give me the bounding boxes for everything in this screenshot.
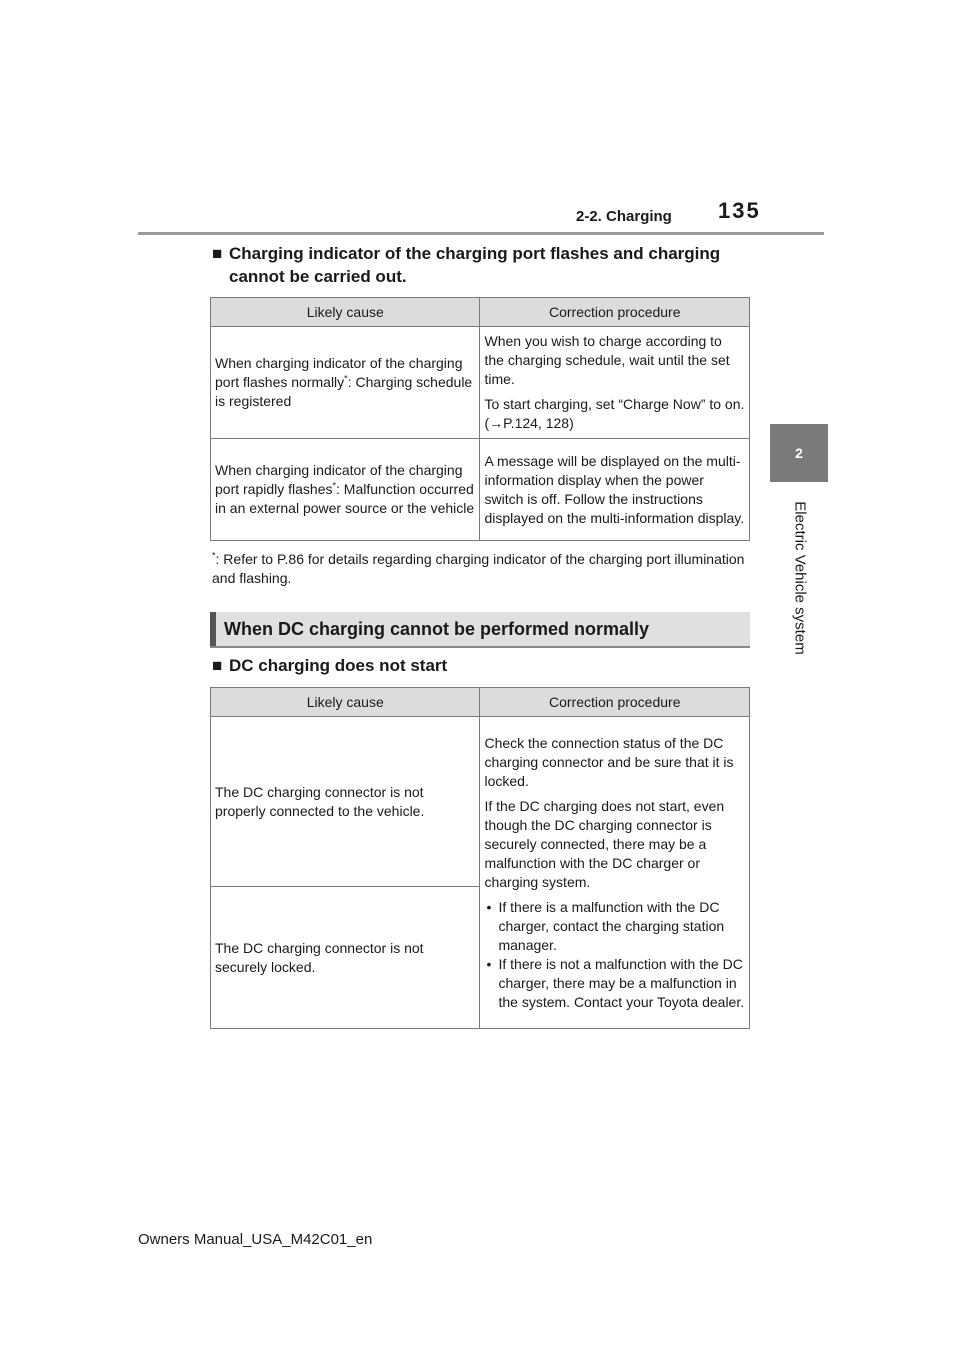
procedure-text: When you wish to charge according to the charging schedule, wait until the set time. [484,333,730,387]
table-row [211,439,750,541]
dc-charging-section-bar [210,612,750,647]
procedure-bullet-list [484,898,745,1012]
charging-indicator-heading-text: Charging indicator of the charging port flashes and charging cannot be carried out. [229,244,721,286]
procedure-text: If the DC charging does not start, even though the DC charging connector is securely connected, there may be a malfunction with the DC charger or charging system. [484,797,725,890]
dc-charging-table [210,687,750,1029]
footnote-mark: * [212,550,216,561]
footnote [212,550,752,588]
column-header: Correction procedure [480,298,750,327]
page-number: 135 [718,198,761,223]
footer-text: Owners Manual_USA_M42C01_en [138,1231,373,1248]
dc-not-start-heading-text: DC charging does not start [229,656,448,675]
chapter-number: 2 [795,445,803,461]
column-header: Likely cause [211,688,480,717]
likely-cause-cell: The DC charging connector is not properly connected to the vehicle. [211,717,480,887]
correction-cell [480,717,750,1029]
header-divider [138,232,824,235]
dc-not-start-heading [212,654,752,677]
column-header: Correction procedure [480,688,750,717]
chapter-tab [770,424,828,482]
likely-cause-cell: The DC charging connector is not securely locked. [211,887,480,1029]
list-item: • If there is a malfunction with the DC charger, contact the charging station manager. [484,898,745,955]
procedure-text: To start charging, set “Charge Now” to on. (→P.124, 128) [484,396,745,431]
cause-text: When charging indicator of the charging port rapidly flashes [215,462,463,497]
section-underline [210,646,750,648]
procedure-text: A message will be displayed on the multi-information display when the power switch is off. Follow the instructions displayed on the multi-information display. [484,452,745,526]
footnote-ref: * [344,373,348,384]
column-header: Likely cause [211,298,480,327]
chapter-label-text: Electric Vehicle system [791,501,809,655]
charging-indicator-heading [212,242,752,288]
charging-indicator-table [210,297,750,541]
square-bullet-icon: ■ [212,244,223,263]
square-bullet-icon: ■ [212,656,223,675]
dc-charging-section-title: When DC charging cannot be performed normally [224,619,650,639]
procedure-text: Check the connection status of the DC charging connector and be sure that it is locked. [484,734,734,789]
table-row [211,717,750,887]
footnote-ref: * [332,480,337,491]
table-header-row [211,298,750,327]
likely-cause-cell [211,439,480,541]
cause-text: When charging indicator of the charging port flashes normally [215,355,463,390]
likely-cause-cell [211,327,480,439]
cause-text: : Malfunction occurred in an external power source or the vehicle [215,481,475,516]
cause-text: : Charging schedule is registered [215,374,473,409]
list-item: • If there is not a malfunction with the DC charger, there may be a malfunction in the system. Contact your Toyota dealer. [484,955,745,1012]
section-title: 2-2. Charging [576,208,672,225]
footnote-text: : Refer to P.86 for details regarding charging indicator of the charging port illumination and flashing. [212,551,745,586]
table-row [211,327,750,439]
section-marker [210,612,216,647]
chapter-label [786,490,814,666]
correction-cell [480,439,750,541]
correction-cell [480,327,750,439]
table-header-row [211,688,750,717]
